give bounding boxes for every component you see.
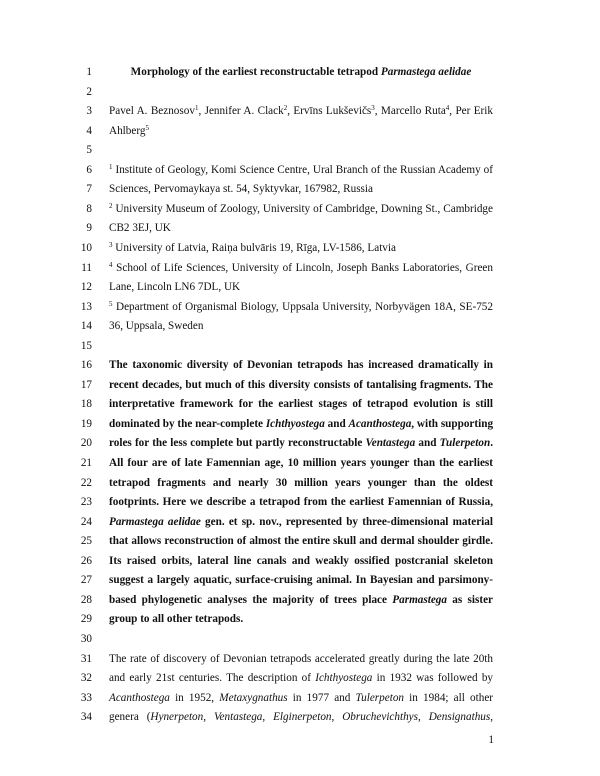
line-text bbox=[109, 708, 493, 726]
taxon-name: Metaxygnathus bbox=[219, 691, 288, 704]
manuscript-line bbox=[0, 63, 600, 81]
text-run: Morphology of the earliest reconstructable tetrapod bbox=[130, 66, 381, 78]
text-run: , Per Erik bbox=[449, 105, 493, 118]
line-text bbox=[109, 278, 493, 296]
text-run: in 1984; all other bbox=[404, 691, 494, 704]
manuscript-line bbox=[0, 571, 600, 589]
line-text bbox=[109, 376, 493, 394]
text-run: tetrapod fragments and nearly 30 million years younger than the oldest bbox=[109, 476, 493, 489]
text-run: , bbox=[331, 711, 343, 724]
line-number: 9 bbox=[86, 222, 92, 235]
line-number: 16 bbox=[80, 359, 92, 372]
line-number: 34 bbox=[80, 711, 92, 724]
manuscript-line bbox=[0, 434, 600, 452]
manuscript-line bbox=[0, 141, 600, 159]
line-number: 7 bbox=[86, 183, 92, 196]
manuscript-line bbox=[0, 532, 600, 550]
manuscript-line bbox=[0, 415, 600, 433]
line-text bbox=[109, 532, 493, 550]
manuscript-line bbox=[0, 356, 600, 374]
line-number: 4 bbox=[86, 124, 92, 137]
taxon-name: Tulerpeton bbox=[355, 691, 405, 704]
text-run: Lane, Lincoln LN6 7DL, UK bbox=[109, 281, 241, 294]
manuscript-line bbox=[0, 650, 600, 668]
manuscript-line bbox=[0, 610, 600, 628]
line-text bbox=[109, 610, 493, 628]
text-run: Pavel A. Beznosov bbox=[109, 105, 195, 118]
text-run: group to all other tetrapods. bbox=[109, 613, 244, 626]
line-number: 20 bbox=[80, 437, 92, 450]
line-text bbox=[109, 591, 493, 609]
text-run: , Ervīns Lukševičs bbox=[287, 105, 372, 118]
line-number: 31 bbox=[80, 652, 92, 665]
line-text bbox=[109, 219, 493, 237]
line-number: 19 bbox=[80, 417, 92, 430]
text-run: , bbox=[262, 711, 274, 724]
manuscript-line bbox=[0, 708, 600, 726]
line-text bbox=[109, 571, 493, 589]
line-number: 22 bbox=[80, 476, 92, 489]
taxon-name: Parmastega aelidae bbox=[380, 66, 472, 78]
affiliation-marker: 3 bbox=[109, 240, 113, 249]
line-number: 1 bbox=[86, 66, 92, 78]
line-text bbox=[109, 669, 493, 687]
line-text bbox=[109, 200, 493, 218]
taxon-name: Hynerpeton bbox=[150, 711, 204, 724]
line-text bbox=[109, 493, 493, 511]
line-number: 29 bbox=[80, 613, 92, 626]
line-text bbox=[109, 102, 493, 120]
manuscript-line bbox=[0, 474, 600, 492]
line-text bbox=[109, 161, 493, 179]
text-run: School of Life Sciences, University of Lincoln, Joseph Banks Laboratories, Green bbox=[112, 261, 493, 274]
taxon-name: Acanthostega bbox=[109, 691, 170, 704]
taxon-name: Ventastega bbox=[213, 711, 263, 724]
line-text bbox=[109, 552, 493, 570]
line-text bbox=[109, 395, 493, 413]
line-number: 3 bbox=[86, 105, 92, 118]
manuscript-line bbox=[0, 552, 600, 570]
line-number: 17 bbox=[80, 378, 92, 391]
text-run: . bbox=[490, 437, 493, 450]
text-run: Department of Organismal Biology, Uppsala University, Norbyvägen 18A, SE-752 bbox=[112, 300, 493, 313]
text-run: CB2 3EJ, UK bbox=[109, 222, 171, 235]
text-run: and bbox=[415, 437, 440, 450]
text-run: Institute of Geology, Komi Science Centre, Ural Branch of the Russian Academy of bbox=[112, 163, 493, 176]
line-text bbox=[109, 180, 493, 198]
text-run: University Museum of Zoology, University of Cambridge, Downing St., Cambridge bbox=[112, 202, 493, 215]
manuscript-line bbox=[0, 395, 600, 413]
line-number: 2 bbox=[86, 85, 92, 98]
text-run: recent decades, but much of this diversity consists of tantalising fragments. The bbox=[109, 378, 493, 391]
line-number: 23 bbox=[80, 496, 92, 509]
manuscript-line bbox=[0, 669, 600, 687]
line-number: 5 bbox=[86, 144, 92, 157]
taxon-name: Elginerpeton bbox=[273, 711, 332, 724]
affiliation-marker: 3 bbox=[371, 104, 375, 113]
text-run: , with supporting bbox=[411, 417, 494, 430]
line-number: 25 bbox=[80, 535, 92, 548]
taxon-name: Tulerpeton bbox=[439, 437, 491, 450]
text-run: as sister bbox=[446, 593, 493, 606]
line-number: 11 bbox=[81, 261, 92, 274]
line-number: 28 bbox=[80, 593, 92, 606]
page-number: 1 bbox=[488, 734, 494, 746]
taxon-name: Ichthyostega bbox=[265, 417, 325, 430]
taxon-name: Parmastega aelidae bbox=[109, 515, 201, 528]
line-number: 14 bbox=[80, 320, 92, 333]
line-text bbox=[109, 434, 493, 452]
line-text bbox=[109, 415, 493, 433]
manuscript-line bbox=[0, 200, 600, 218]
taxon-name: Ventastega bbox=[365, 437, 416, 450]
manuscript-line bbox=[0, 454, 600, 472]
line-number: 8 bbox=[86, 202, 92, 215]
line-number: 18 bbox=[80, 398, 92, 411]
text-run: roles for the less complete but partly reconstructable bbox=[109, 437, 366, 450]
text-run: Its raised orbits, lateral line canals and weakly ossified postcranial skeleton bbox=[109, 554, 493, 567]
text-run: , bbox=[490, 711, 494, 724]
manuscript-line bbox=[0, 102, 600, 120]
manuscript-line bbox=[0, 278, 600, 296]
manuscript-line bbox=[0, 161, 600, 179]
line-number: 15 bbox=[80, 339, 92, 352]
manuscript-line bbox=[0, 513, 600, 531]
text-run: Sciences, Pervomaykaya st. 54, Syktyvkar, 167982, Russia bbox=[109, 183, 373, 196]
line-text bbox=[109, 122, 493, 140]
text-run: suggest a largely aquatic, surface-cruising animal. In Bayesian and parsimony- bbox=[109, 574, 493, 587]
manuscript-line bbox=[0, 259, 600, 277]
line-text bbox=[109, 513, 493, 531]
text-run: , bbox=[203, 711, 214, 724]
affiliation-marker: 1 bbox=[194, 104, 199, 113]
manuscript-line bbox=[0, 493, 600, 511]
affiliation-marker: 4 bbox=[445, 104, 450, 113]
line-number: 26 bbox=[80, 554, 92, 567]
text-run: in 1977 and bbox=[287, 691, 356, 704]
line-text bbox=[109, 317, 493, 335]
line-number: 24 bbox=[80, 515, 92, 528]
text-run: Ahlberg bbox=[109, 124, 146, 137]
line-text bbox=[109, 650, 493, 668]
text-run: and early 21st centuries. The description of bbox=[109, 672, 316, 685]
line-number: 12 bbox=[80, 281, 92, 294]
text-run: All four are of late Famennian age, 10 million years younger than the earliest bbox=[109, 457, 493, 469]
affiliation-marker: 4 bbox=[109, 260, 113, 269]
line-number: 32 bbox=[80, 672, 92, 685]
manuscript-line bbox=[0, 239, 600, 257]
taxon-name: Obruchevichthys bbox=[342, 711, 419, 724]
line-number: 33 bbox=[80, 691, 92, 704]
text-run: , bbox=[418, 711, 429, 724]
line-text bbox=[109, 356, 493, 374]
manuscript-line bbox=[0, 219, 600, 237]
text-run: interpretative framework for the earliest stages of tetrapod evolution is still bbox=[109, 398, 493, 411]
line-number: 10 bbox=[80, 241, 92, 254]
manuscript-line bbox=[0, 83, 600, 101]
affiliation-marker: 1 bbox=[109, 162, 113, 171]
manuscript-line bbox=[0, 317, 600, 335]
line-text bbox=[109, 259, 493, 277]
text-run: genera ( bbox=[109, 711, 151, 724]
taxon-name: Densignathus bbox=[428, 711, 491, 724]
manuscript-line bbox=[0, 180, 600, 198]
line-number: 21 bbox=[80, 457, 92, 469]
manuscript-line bbox=[0, 689, 600, 707]
line-text bbox=[109, 239, 493, 257]
text-run: dominated by the near-complete bbox=[109, 417, 266, 430]
text-run: gen. et sp. nov., represented by three-dimensional material bbox=[200, 515, 493, 528]
manuscript-line bbox=[0, 337, 600, 355]
text-run: in 1952, bbox=[169, 691, 220, 704]
text-run: in 1932 was followed by bbox=[372, 672, 494, 685]
taxon-name: Parmastega bbox=[392, 593, 447, 606]
line-text bbox=[109, 454, 493, 472]
taxon-name: Acanthostega bbox=[348, 417, 412, 430]
line-text bbox=[109, 689, 493, 707]
text-run: The taxonomic diversity of Devonian tetrapods has increased dramatically in bbox=[109, 359, 493, 372]
text-run: , Jennifer A. Clack bbox=[198, 105, 284, 118]
line-number: 30 bbox=[80, 632, 92, 645]
text-run: footprints. Here we describe a tetrapod from the earliest Famennian of Russia, bbox=[109, 496, 493, 509]
line-text bbox=[109, 474, 493, 492]
manuscript-line bbox=[0, 298, 600, 316]
text-run: 36, Uppsala, Sweden bbox=[109, 320, 204, 333]
manuscript-line bbox=[0, 630, 600, 648]
line-number: 27 bbox=[80, 574, 92, 587]
line-number: 6 bbox=[86, 163, 92, 176]
manuscript-line bbox=[0, 122, 600, 140]
affiliation-marker: 2 bbox=[283, 104, 288, 113]
text-run: based phylogenetic analyses the majority of trees place bbox=[109, 593, 393, 606]
manuscript-line bbox=[0, 591, 600, 609]
text-run: The rate of discovery of Devonian tetrapods accelerated greatly during the late 20th bbox=[109, 652, 493, 665]
line-text bbox=[109, 298, 493, 316]
paper-title bbox=[109, 63, 493, 81]
line-number: 13 bbox=[80, 300, 92, 313]
taxon-name: Ichthyostega bbox=[315, 672, 373, 685]
affiliation-marker: 2 bbox=[109, 201, 113, 210]
affiliation-marker: 5 bbox=[109, 299, 113, 308]
text-run: University of Latvia, Raiņa bulvāris 19, Rīga, LV-1586, Latvia bbox=[112, 241, 396, 254]
text-run: that allows reconstruction of almost the entire skull and dermal shoulder girdle. bbox=[109, 535, 493, 548]
manuscript-line bbox=[0, 376, 600, 394]
affiliation-marker: 5 bbox=[145, 123, 149, 132]
text-run: and bbox=[324, 417, 349, 430]
text-run: , Marcello Ruta bbox=[374, 105, 446, 118]
